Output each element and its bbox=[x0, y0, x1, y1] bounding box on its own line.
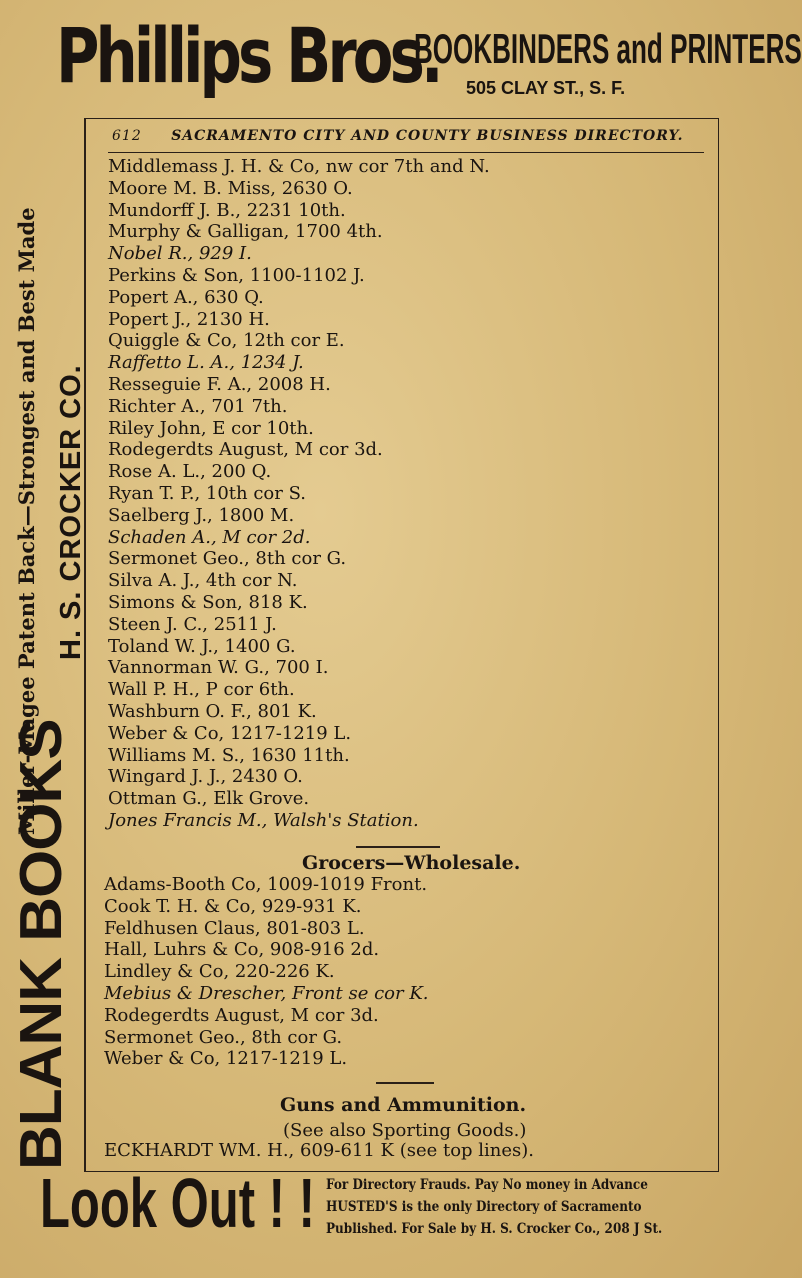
header-trade: BOOKBINDERS and PRINTERS bbox=[414, 25, 802, 72]
list-item: Cook T. H. & Co, 929-931 K. bbox=[104, 895, 362, 917]
footer-line: HUSTED'S is the only Directory of Sacramento bbox=[326, 1199, 642, 1215]
list-item: Weber & Co, 1217-1219 L. bbox=[104, 1048, 348, 1070]
list-item: Sermonet Geo., 8th cor G. bbox=[108, 548, 347, 570]
list-item: Hall, Luhrs & Co, 908-916 2d. bbox=[104, 939, 380, 961]
list-item: Popert A., 630 Q. bbox=[108, 286, 264, 308]
list-item: Nobel R., 929 I. bbox=[108, 243, 252, 265]
footer-line: For Directory Frauds. Pay No money in Advance bbox=[326, 1177, 648, 1193]
guns-entry: ECKHARDT WM. H., 609-611 K (see top lines). bbox=[104, 1140, 535, 1161]
list-item: Steen J. C., 2511 J. bbox=[108, 613, 277, 635]
list-item: Adams-Booth Co, 1009-1019 Front. bbox=[104, 874, 428, 895]
list-item: Rose A. L., 200 Q. bbox=[108, 461, 272, 483]
list-item: Ottman G., Elk Grove. bbox=[108, 788, 310, 810]
list-item: Raffetto L. A., 1234 J. bbox=[108, 352, 304, 374]
sidebar-company: H. S. CROCKER CO. bbox=[55, 364, 87, 660]
page-number: 612 bbox=[112, 128, 142, 144]
list-item: Silva A. J., 4th cor N. bbox=[108, 570, 298, 592]
list-item: Toland W. J., 1400 G. bbox=[108, 635, 296, 657]
sidebar-blank-books: BLANK BOOKS bbox=[8, 719, 75, 1170]
list-item: Resseguie F. A., 2008 H. bbox=[108, 373, 331, 395]
list-item: Middlemass J. H. & Co, nw cor 7th and N. bbox=[108, 156, 490, 177]
list-item: Washburn O. F., 801 K. bbox=[108, 700, 317, 722]
header-brand: Phillips Bros. bbox=[56, 11, 440, 100]
list-item: Rodegerdts August, M cor 3d. bbox=[108, 439, 383, 461]
page-title: SACRAMENTO CITY AND COUNTY BUSINESS DIRECTORY. bbox=[171, 128, 684, 144]
section-title-guns: Guns and Ammunition. bbox=[280, 1094, 527, 1116]
sidebar-slogan: Miller-Magee Patent Back—Strongest and Best Made bbox=[14, 207, 39, 835]
see-also-note: (See also Sporting Goods.) bbox=[283, 1120, 527, 1141]
list-item: Richter A., 701 7th. bbox=[108, 395, 288, 417]
section-title-grocers: Grocers—Wholesale. bbox=[302, 852, 521, 874]
list-item: Saelberg J., 1800 M. bbox=[108, 504, 295, 526]
list-item: Mundorff J. B., 2231 10th. bbox=[108, 199, 346, 221]
grocers-list bbox=[104, 874, 428, 1070]
directory-list bbox=[108, 156, 490, 832]
header-divider bbox=[108, 152, 704, 153]
list-item: Rodegerdts August, M cor 3d. bbox=[104, 1004, 379, 1026]
list-item: Weber & Co, 1217-1219 L. bbox=[108, 722, 352, 744]
list-item: Perkins & Son, 1100-1102 J. bbox=[108, 264, 365, 286]
list-item: Wingard J. J., 2430 O. bbox=[108, 766, 303, 788]
list-item: Schaden A., M cor 2d. bbox=[108, 526, 311, 548]
footer-line: Published. For Sale by H. S. Crocker Co., 208 J St. bbox=[326, 1221, 663, 1237]
list-item: Wall P. H., P cor 6th. bbox=[108, 679, 295, 701]
list-item: Jones Francis M., Walsh's Station. bbox=[108, 809, 419, 831]
section-divider bbox=[376, 1082, 434, 1084]
list-item: Simons & Son, 818 K. bbox=[108, 591, 308, 613]
list-item: Sermonet Geo., 8th cor G. bbox=[104, 1026, 343, 1048]
list-item: Feldhusen Claus, 801-803 L. bbox=[104, 917, 365, 939]
list-item: Lindley & Co, 220-226 K. bbox=[104, 961, 335, 983]
list-item: Williams M. S., 1630 11th. bbox=[108, 744, 350, 766]
section-divider bbox=[356, 846, 440, 848]
list-item: Ryan T. P., 10th cor S. bbox=[108, 482, 306, 504]
list-item: Mebius & Drescher, Front se cor K. bbox=[104, 982, 429, 1004]
footer-notes bbox=[326, 1174, 717, 1240]
page-header bbox=[112, 128, 684, 144]
list-item: Vannorman W. G., 700 I. bbox=[108, 657, 329, 679]
list-item: Quiggle & Co, 12th cor E. bbox=[108, 330, 345, 352]
footer-lookout: Look Out ! ! bbox=[40, 1164, 315, 1242]
list-item: Moore M. B. Miss, 2630 O. bbox=[108, 177, 353, 199]
list-item: Riley John, E cor 10th. bbox=[108, 417, 314, 439]
list-item: Murphy & Galligan, 1700 4th. bbox=[108, 221, 383, 243]
list-item: Popert J., 2130 H. bbox=[108, 308, 270, 330]
header-address: 505 CLAY ST., S. F. bbox=[466, 78, 626, 98]
